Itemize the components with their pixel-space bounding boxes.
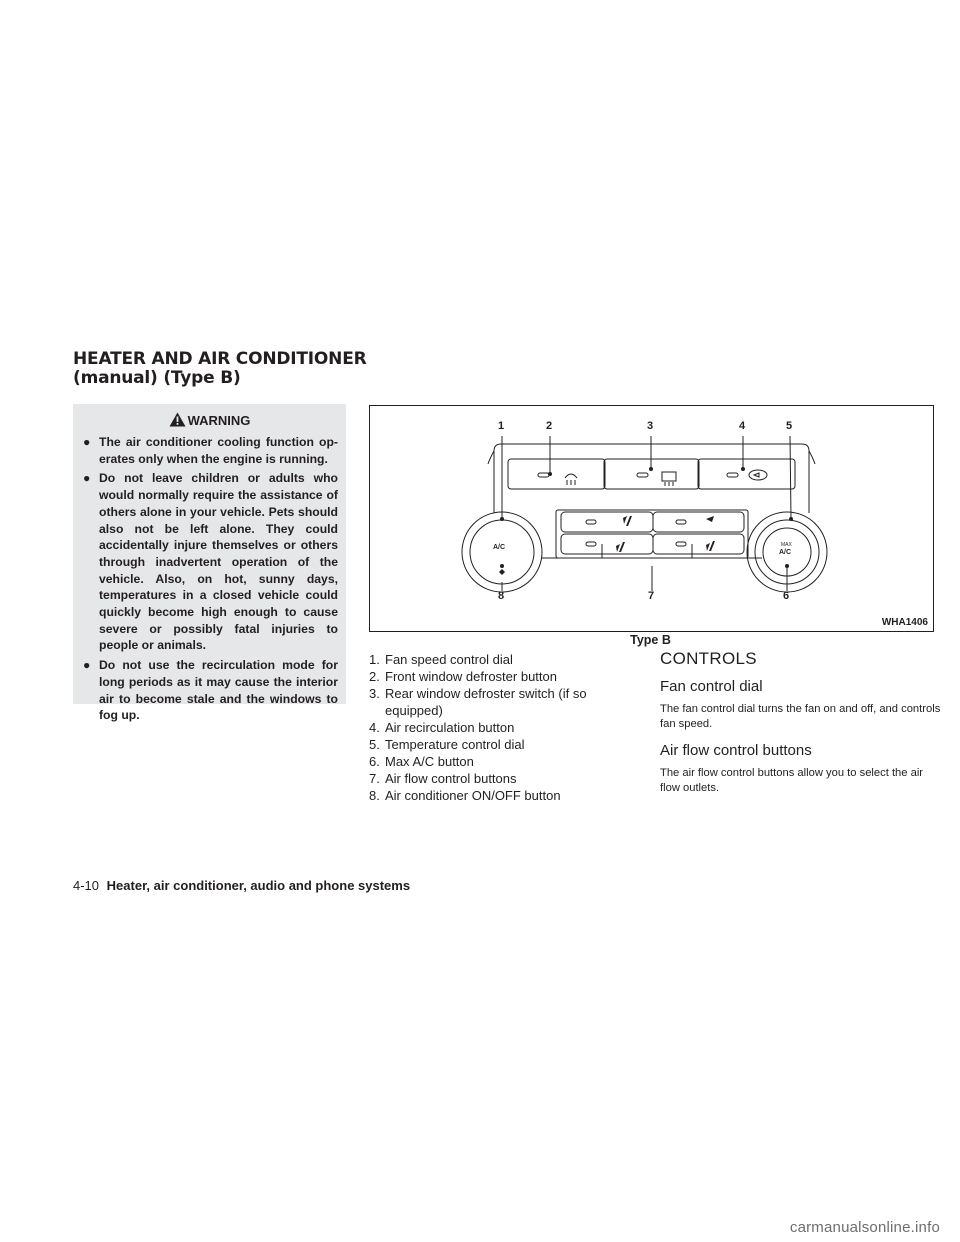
warning-triangle-icon xyxy=(169,412,186,430)
callout-4: 4 xyxy=(739,420,746,432)
control-panel-figure xyxy=(369,405,934,632)
legend-item xyxy=(369,787,629,804)
bullet-icon: ● xyxy=(83,658,91,673)
figure-caption: Type B xyxy=(630,633,671,647)
legend-number: 6. xyxy=(369,754,380,769)
legend-number: 8. xyxy=(369,788,380,803)
callout-1: 1 xyxy=(498,420,505,432)
warning-item xyxy=(83,657,338,724)
page-number: 4-10 xyxy=(73,878,100,893)
legend-text: Temperature control dial xyxy=(385,737,525,752)
watermark: carmanualsonline.info xyxy=(789,1219,940,1236)
section-title-line2: (manual) (Type B) xyxy=(73,368,241,388)
figure-legend xyxy=(369,651,629,804)
right-dial-label: A/C xyxy=(779,549,792,556)
right-dial-sublabel: MAX xyxy=(781,542,792,548)
callout-5: 5 xyxy=(786,420,793,432)
warning-heading-text: WARNING xyxy=(187,413,251,428)
legend-number: 1. xyxy=(369,652,380,667)
air-flow-heading: Air flow control buttons xyxy=(660,742,812,759)
controls-section xyxy=(660,648,942,796)
legend-text: Max A/C button xyxy=(385,754,474,769)
legend-text: Front window defroster button xyxy=(385,669,557,684)
fan-control-text: The fan control dial turns the fan on and off, and controls fan speed. xyxy=(660,703,941,730)
section-title-line1: HEATER AND AIR CONDITIONER xyxy=(73,349,367,369)
legend-item xyxy=(369,685,629,719)
legend-text: Air recirculation button xyxy=(385,720,515,735)
warning-box xyxy=(73,404,346,723)
fan-control-heading: Fan control dial xyxy=(660,678,763,695)
warning-item-text: The air conditioner cooling function op- erates only when the engine is running. xyxy=(99,435,338,466)
warning-item-text: Do not leave children or adults who would normally require the assistance of others alone in your vehicle. Pets should also not be left alone. They could accidentally injure themselves or others through inadvertent operation of the vehicle. Also, on hot, sunny days, temperatures in a closed vehicle could quickly become high enough to cause severe or possibly fatal injuries to people or animals. xyxy=(99,471,338,653)
callout-8: 8 xyxy=(498,590,505,602)
warning-heading xyxy=(73,412,346,430)
callout-7: 7 xyxy=(648,590,655,602)
warning-list xyxy=(83,434,338,727)
legend-number: 3. xyxy=(369,686,380,701)
legend-item xyxy=(369,753,629,770)
legend-text: Air conditioner ON/OFF button xyxy=(385,788,561,803)
callout-6: 6 xyxy=(783,590,790,602)
bullet-icon: ● xyxy=(83,471,91,486)
figure-code: WHA1406 xyxy=(881,617,928,628)
warning-item-text: Do not use the recirculation mode for long periods as it may cause the interior air to become stale and the windows to fog up. xyxy=(99,658,338,723)
legend-text: Air flow control buttons xyxy=(385,771,517,786)
legend-number: 2. xyxy=(369,669,380,684)
legend-number: 4. xyxy=(369,720,380,735)
legend-item xyxy=(369,770,629,787)
legend-number: 7. xyxy=(369,771,380,786)
bullet-icon: ● xyxy=(83,435,91,449)
legend-text: Rear window defroster switch (if so equipped) xyxy=(385,686,587,718)
legend-text: Fan speed control dial xyxy=(385,652,513,667)
air-flow-text: The air flow control buttons allow you to select the air flow outlets. xyxy=(660,767,924,794)
chapter-title: Heater, air conditioner, audio and phone systems xyxy=(106,878,411,893)
section-title xyxy=(73,350,367,388)
left-dial-label: A/C xyxy=(493,544,506,551)
legend-item xyxy=(369,719,629,736)
legend-item xyxy=(369,736,629,753)
legend-item xyxy=(369,668,629,685)
legend-item xyxy=(369,651,629,668)
legend-number: 5. xyxy=(369,737,380,752)
callout-3: 3 xyxy=(647,420,654,432)
callout-2: 2 xyxy=(546,420,553,432)
page-footer xyxy=(73,878,410,893)
warning-item xyxy=(83,470,338,654)
controls-heading: CONTROLS xyxy=(660,649,757,668)
warning-item xyxy=(83,434,338,467)
